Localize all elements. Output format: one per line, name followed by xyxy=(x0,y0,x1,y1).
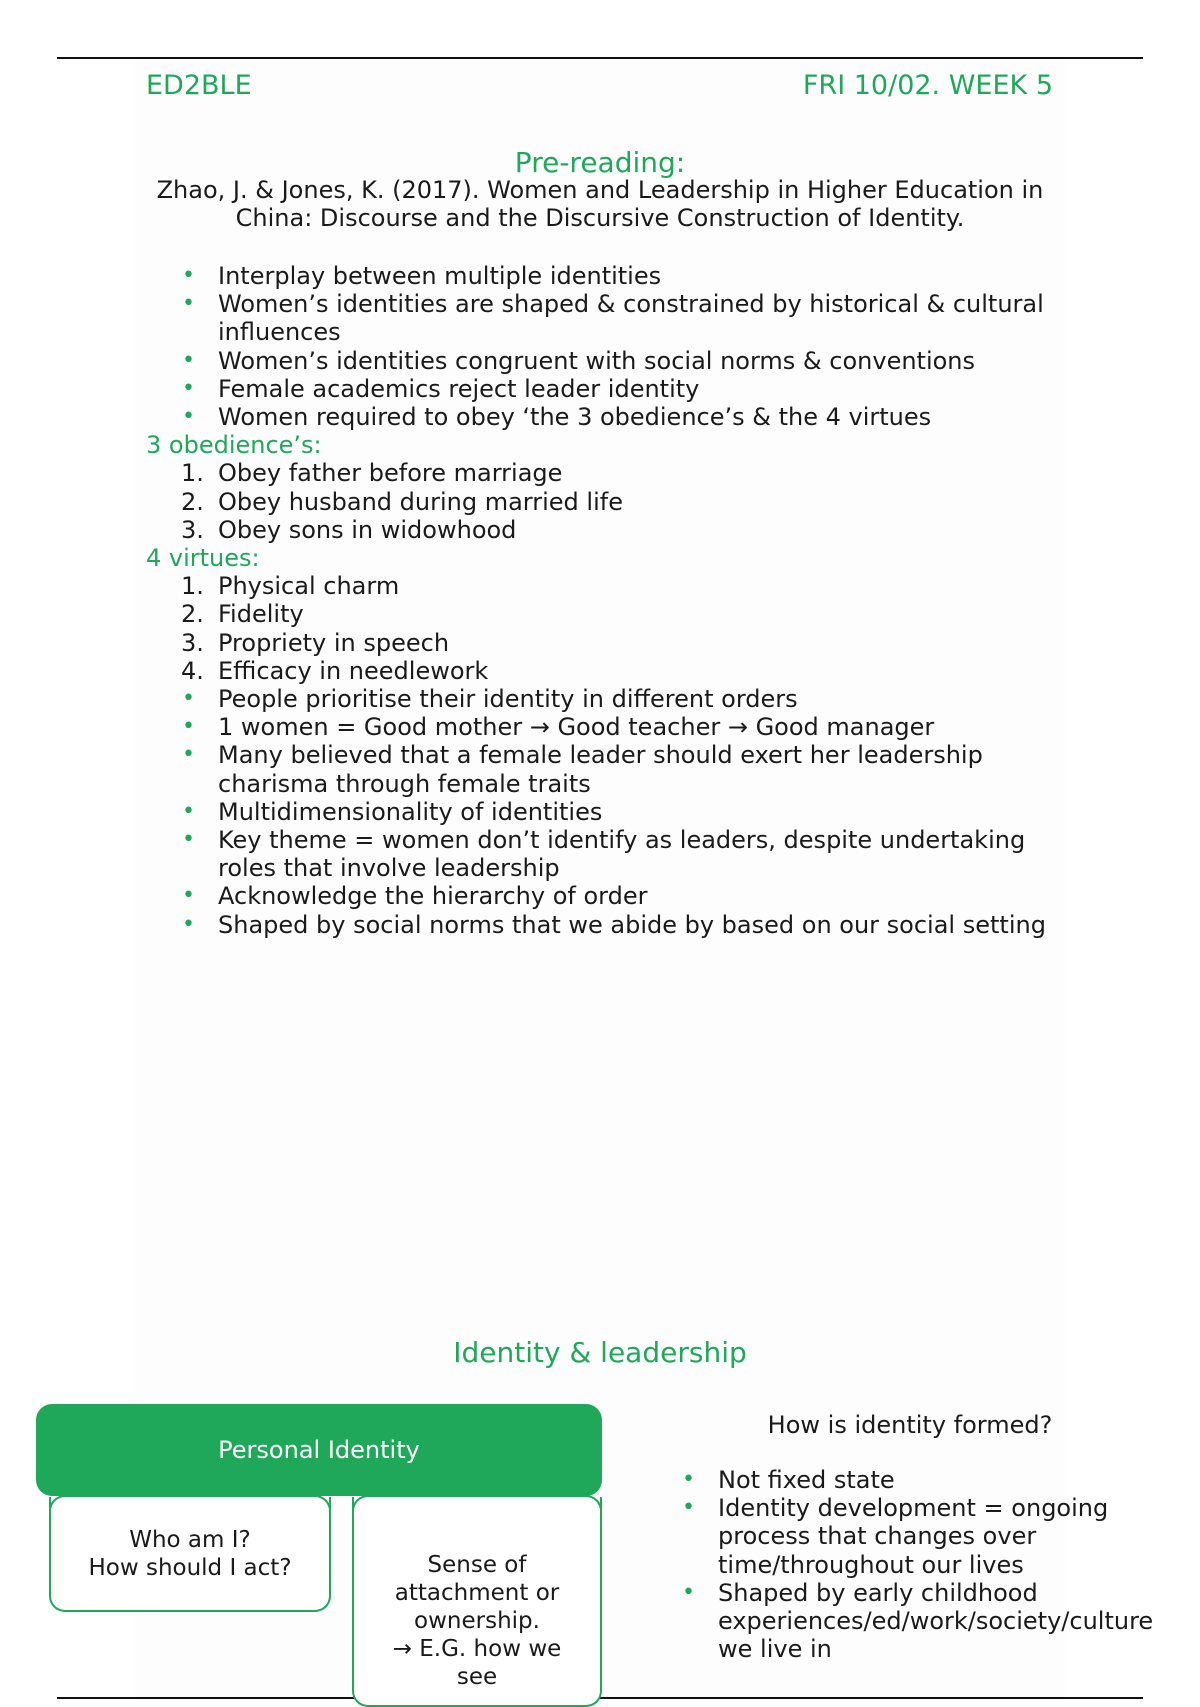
list-item: • 1 women = Good mother → Good teacher → Good manager xyxy=(182,713,935,742)
list-item: 1. Obey father before marriage xyxy=(181,459,563,488)
list-item: 4. Efficacy in needlework xyxy=(181,656,489,685)
list-item: • Many believed that a female leader should exert her leadership xyxy=(182,741,983,770)
list-item-continuation: process that changes over xyxy=(718,1522,1037,1551)
box-line: → E.G. how we xyxy=(392,1636,562,1662)
list-item: • Key theme = women don’t identify as leaders, despite undertaking xyxy=(182,826,1026,855)
list-item-continuation: charisma through female traits xyxy=(218,769,591,798)
box-line: ownership. xyxy=(414,1608,540,1634)
box-line: Who am I? xyxy=(129,1526,251,1553)
identity-title: Identity & leadership xyxy=(453,1336,747,1369)
list-item: • Shaped by early childhood xyxy=(682,1578,1038,1607)
attachment-box xyxy=(352,1497,602,1707)
list-item: 2. Fidelity xyxy=(181,600,304,629)
list-item: • Female academics reject leader identity xyxy=(182,374,700,403)
notes-list xyxy=(146,262,1076,939)
list-item-continuation: experiences/ed/work/society/culture xyxy=(718,1607,1154,1636)
list-item: • People prioritise their identity in different orders xyxy=(182,685,798,714)
list-item: • Interplay between multiple identities xyxy=(182,262,662,290)
list-item: • Women’s identities congruent with social norms & conventions xyxy=(182,346,976,375)
box-line: How should I act? xyxy=(88,1554,292,1581)
virtues-heading: 4 virtues: xyxy=(146,544,260,573)
box-line: attachment or xyxy=(394,1580,560,1606)
list-item-continuation: time/throughout our lives xyxy=(718,1550,1024,1579)
box-line: Sense of xyxy=(427,1552,527,1578)
formed-list xyxy=(676,1466,1196,1663)
formed-title: How is identity formed? xyxy=(767,1411,1053,1439)
list-item: 1. Physical charm xyxy=(181,572,400,601)
lecture-date: FRI 10/02. WEEK 5 xyxy=(802,70,1053,101)
citation-line: Zhao, J. & Jones, K. (2017). Women and Leadership in Higher Education in xyxy=(156,176,1044,204)
list-item: • Not fixed state xyxy=(682,1466,895,1494)
top-rule xyxy=(57,57,1143,59)
box-line: see xyxy=(456,1664,498,1690)
list-item-continuation: we live in xyxy=(718,1635,832,1664)
personal-identity-box xyxy=(36,1404,602,1496)
list-item: 3. Obey sons in widowhood xyxy=(181,515,517,544)
list-item: • Shaped by social norms that we abide by based on our social setting xyxy=(182,910,1046,939)
list-item: • Women’s identities are shaped & constrained by historical & cultural xyxy=(182,290,1044,319)
citation-line: China: Discourse and the Discursive Construction of Identity. xyxy=(235,204,965,232)
personal-identity-label: Personal Identity xyxy=(218,1436,420,1464)
list-item: • Women required to obey ‘the 3 obedience’s & the 4 virtues xyxy=(182,403,932,432)
list-item: 2. Obey husband during married life xyxy=(181,487,623,516)
list-item-continuation: roles that involve leadership xyxy=(218,854,560,883)
who-am-i-box xyxy=(49,1497,331,1612)
list-item: • Acknowledge the hierarchy of order xyxy=(182,882,648,911)
course-code: ED2BLE xyxy=(146,70,252,101)
list-item: 3. Propriety in speech xyxy=(181,628,450,657)
citation xyxy=(140,176,1060,232)
list-item-continuation: influences xyxy=(218,318,341,347)
list-item: • Multidimensionality of identities xyxy=(182,797,603,826)
prereading-title: Pre-reading: xyxy=(514,146,686,179)
obedience-heading: 3 obedience’s: xyxy=(146,431,322,460)
list-item: • Identity development = ongoing xyxy=(682,1494,1109,1523)
